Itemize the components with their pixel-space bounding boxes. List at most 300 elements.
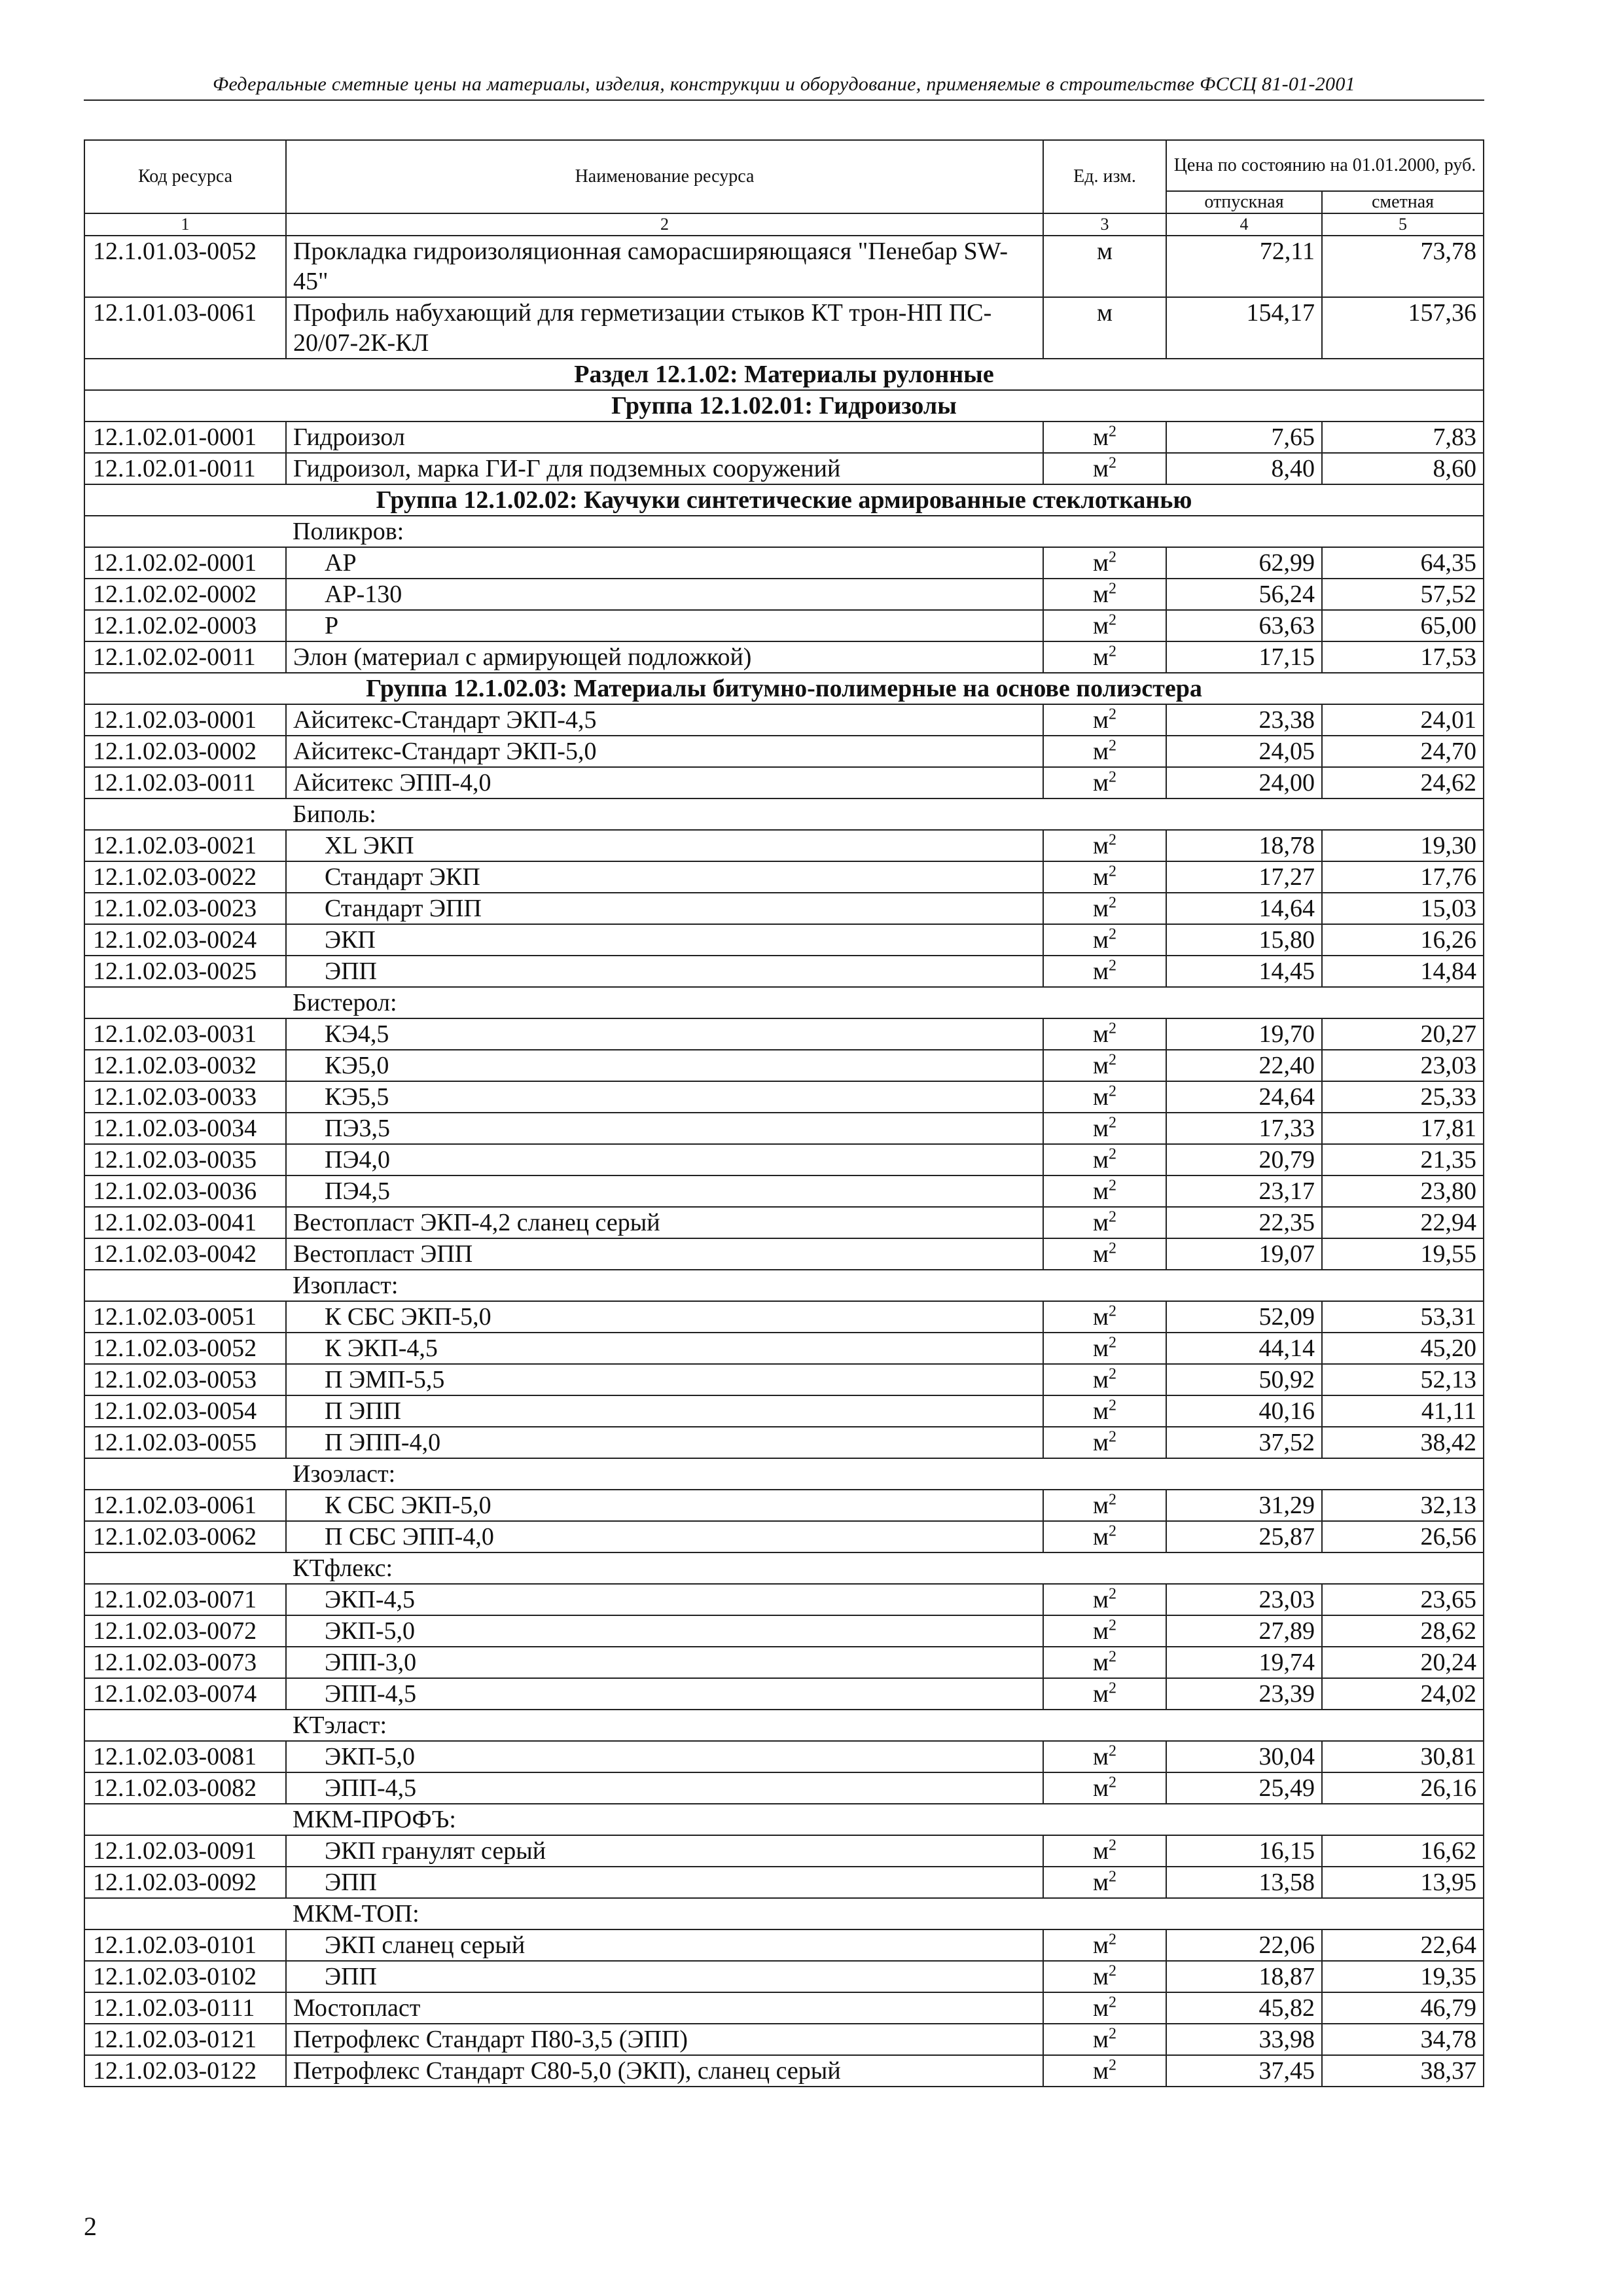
unit-cell <box>1043 547 1166 579</box>
table-row <box>84 1301 1484 1333</box>
subgroup-spacer <box>84 516 286 547</box>
group-heading <box>84 390 1484 422</box>
header-estimate: сметная <box>1322 191 1484 213</box>
estimate-price: 8,60 <box>1322 453 1484 484</box>
unit: м <box>1092 581 1109 609</box>
release-price: 14,45 <box>1166 956 1322 987</box>
resource-name: ПЭ4,5 <box>325 1177 391 1206</box>
unit-cell <box>1043 1835 1166 1867</box>
unit-exponent: 2 <box>1109 643 1117 660</box>
resource-name-cell <box>286 830 1043 861</box>
unit-cell <box>1043 1238 1166 1270</box>
release-price: 37,52 <box>1166 1427 1322 1458</box>
group-title: Группа 12.1.02.03: Материалы битумно-полимерные на основе полиэстера <box>84 673 1484 704</box>
release-price: 56,24 <box>1166 579 1322 610</box>
unit-cell <box>1043 1050 1166 1081</box>
resource-name: К СБС ЭКП-5,0 <box>325 1303 491 1331</box>
resource-name: Стандарт ЭКП <box>325 863 480 891</box>
unit: м <box>1092 423 1109 452</box>
table-row <box>84 422 1484 453</box>
table-row <box>84 579 1484 610</box>
table-row <box>84 956 1484 987</box>
subgroup-spacer <box>84 1270 286 1301</box>
release-price: 25,87 <box>1166 1521 1322 1552</box>
unit-exponent: 2 <box>1109 1774 1117 1791</box>
unit-cell <box>1043 2024 1166 2055</box>
subgroup-title: Изопласт: <box>286 1270 1484 1301</box>
table-row <box>84 893 1484 924</box>
table-row <box>84 1207 1484 1238</box>
release-price: 25,49 <box>1166 1772 1322 1804</box>
subgroup-spacer <box>84 1458 286 1490</box>
release-price: 52,09 <box>1166 1301 1322 1333</box>
unit-exponent: 2 <box>1109 957 1117 975</box>
subgroup-spacer <box>84 987 286 1018</box>
subgroup-title: Изоэласт: <box>286 1458 1484 1490</box>
unit: м <box>1092 1743 1109 1771</box>
table-body <box>84 236 1484 2087</box>
table-row <box>84 2055 1484 2087</box>
estimate-price: 28,62 <box>1322 1615 1484 1647</box>
estimate-price: 26,16 <box>1322 1772 1484 1804</box>
unit-cell <box>1043 1175 1166 1207</box>
resource-name: XL ЭКП <box>325 832 414 860</box>
release-price: 15,80 <box>1166 924 1322 956</box>
table-row <box>84 704 1484 736</box>
resource-name: Мостопласт <box>293 1994 421 2022</box>
unit-exponent: 2 <box>1109 580 1117 598</box>
resource-name: АР <box>325 549 357 577</box>
resource-code: 12.1.02.03-0036 <box>84 1175 286 1207</box>
unit-cell <box>1043 1207 1166 1238</box>
subgroup-title: Биполь: <box>286 798 1484 830</box>
resource-code: 12.1.02.03-0031 <box>84 1018 286 1050</box>
col-number-5: 5 <box>1322 213 1484 236</box>
resource-name: К ЭКП-4,5 <box>325 1335 438 1363</box>
unit-cell <box>1043 924 1166 956</box>
col-number-4: 4 <box>1166 213 1322 236</box>
release-price: 23,39 <box>1166 1678 1322 1710</box>
resource-name-cell <box>286 1081 1043 1113</box>
resource-name: ЭКП гранулят серый <box>325 1837 546 1865</box>
release-price: 24,64 <box>1166 1081 1322 1113</box>
unit-exponent: 2 <box>1109 1114 1117 1132</box>
estimate-price: 26,56 <box>1322 1521 1484 1552</box>
resource-code: 12.1.02.03-0092 <box>84 1867 286 1898</box>
unit: м <box>1092 769 1109 797</box>
resource-code: 12.1.02.03-0054 <box>84 1395 286 1427</box>
unit: м <box>1092 1052 1109 1080</box>
unit-exponent: 2 <box>1109 1334 1117 1352</box>
resource-name-cell <box>286 1741 1043 1772</box>
release-price: 22,35 <box>1166 1207 1322 1238</box>
resource-name: ЭКП-5,0 <box>325 1743 416 1771</box>
table-row <box>84 547 1484 579</box>
unit-cell <box>1043 1615 1166 1647</box>
resource-code: 12.1.02.03-0042 <box>84 1238 286 1270</box>
estimate-price: 20,24 <box>1322 1647 1484 1678</box>
resource-name: П ЭПП-4,0 <box>325 1429 441 1457</box>
resource-name-cell <box>286 579 1043 610</box>
estimate-price: 14,84 <box>1322 956 1484 987</box>
subgroup-title: МКМ-ПРОФЪ: <box>286 1804 1484 1835</box>
resource-name: КЭ5,0 <box>325 1052 389 1080</box>
estimate-price: 23,03 <box>1322 1050 1484 1081</box>
unit-cell <box>1043 1364 1166 1395</box>
unit-exponent: 2 <box>1109 1020 1117 1037</box>
resource-name-cell <box>286 2055 1043 2087</box>
unit: м <box>1092 1335 1109 1363</box>
unit: м <box>1092 2026 1109 2054</box>
table-row <box>84 1395 1484 1427</box>
unit: м <box>1092 1115 1109 1143</box>
unit-exponent: 2 <box>1109 894 1117 912</box>
table-row <box>84 453 1484 484</box>
resource-code: 12.1.02.03-0091 <box>84 1835 286 1867</box>
unit: м <box>1092 2057 1109 2085</box>
section-heading <box>84 359 1484 390</box>
estimate-price: 17,53 <box>1322 641 1484 673</box>
unit: м <box>1092 1209 1109 1237</box>
subgroup-spacer <box>84 1804 286 1835</box>
resource-code: 12.1.02.03-0051 <box>84 1301 286 1333</box>
resource-name-cell <box>286 861 1043 893</box>
unit-cell <box>1043 1584 1166 1615</box>
release-price: 18,78 <box>1166 830 1322 861</box>
resource-name-cell <box>286 1490 1043 1521</box>
resource-code: 12.1.02.03-0034 <box>84 1113 286 1144</box>
table-row <box>84 1867 1484 1898</box>
unit-exponent: 2 <box>1109 768 1117 786</box>
price-table <box>84 139 1484 2087</box>
unit: м <box>1092 612 1109 640</box>
unit-exponent: 2 <box>1109 1962 1117 1980</box>
subgroup-title: Бистерол: <box>286 987 1484 1018</box>
resource-name: Элон (материал с армирующей подложкой) <box>293 643 752 672</box>
resource-name: Гидроизол <box>293 423 405 452</box>
release-price: 19,07 <box>1166 1238 1322 1270</box>
unit-exponent: 2 <box>1109 423 1117 440</box>
release-price: 33,98 <box>1166 2024 1322 2055</box>
unit: м <box>1092 1146 1109 1174</box>
resource-name: К СБС ЭКП-5,0 <box>325 1492 491 1520</box>
unit: м <box>1092 832 1109 860</box>
resource-name-cell <box>286 1395 1043 1427</box>
resource-name: ЭКП-5,0 <box>325 1617 416 1645</box>
resource-name-cell <box>286 1961 1043 1992</box>
release-price: 62,99 <box>1166 547 1322 579</box>
table-row <box>84 830 1484 861</box>
resource-code: 12.1.02.03-0041 <box>84 1207 286 1238</box>
unit: м <box>1092 1492 1109 1520</box>
resource-code: 12.1.02.03-0111 <box>84 1992 286 2024</box>
unit: м <box>1092 1931 1109 1960</box>
unit: м <box>1092 455 1109 483</box>
release-price: 17,33 <box>1166 1113 1322 1144</box>
resource-name: Петрофлекс Стандарт П80-3,5 (ЭПП) <box>293 2026 688 2054</box>
resource-name-cell <box>286 704 1043 736</box>
resource-name-cell <box>286 547 1043 579</box>
table-row <box>84 1961 1484 1992</box>
unit-cell <box>1043 1741 1166 1772</box>
unit: м <box>1092 1303 1109 1331</box>
resource-name-cell <box>286 1427 1043 1458</box>
resource-name-cell <box>286 1238 1043 1270</box>
resource-name: Айситекс-Стандарт ЭКП-5,0 <box>293 738 597 766</box>
table-row <box>84 767 1484 798</box>
unit-exponent: 2 <box>1109 1522 1117 1540</box>
unit-exponent: 2 <box>1109 611 1117 629</box>
resource-code: 12.1.02.03-0011 <box>84 767 286 798</box>
unit: м <box>1092 1774 1109 1803</box>
unit-exponent: 2 <box>1109 548 1117 566</box>
unit-exponent: 2 <box>1109 1868 1117 1886</box>
unit-exponent: 2 <box>1109 2025 1117 2043</box>
resource-code: 12.1.02.03-0001 <box>84 704 286 736</box>
table-row <box>84 1584 1484 1615</box>
resource-name-cell <box>286 1521 1043 1552</box>
subgroup-heading <box>84 1458 1484 1490</box>
resource-name: Петрофлекс Стандарт С80-5,0 (ЭКП), сланец серый <box>293 2057 841 2085</box>
unit: м <box>1092 1869 1109 1897</box>
resource-name: АР-130 <box>325 581 402 609</box>
estimate-price: 22,94 <box>1322 1207 1484 1238</box>
resource-name-cell <box>286 736 1043 767</box>
table-row <box>84 1992 1484 2024</box>
table-row <box>84 1521 1484 1552</box>
resource-name: ЭКП <box>325 926 376 954</box>
resource-code: 12.1.02.03-0121 <box>84 2024 286 2055</box>
group-heading <box>84 484 1484 516</box>
table-row <box>84 1238 1484 1270</box>
table-row <box>84 1081 1484 1113</box>
resource-name-cell <box>286 297 1043 359</box>
release-price: 24,00 <box>1166 767 1322 798</box>
unit: м <box>1092 1429 1109 1457</box>
group-title: Группа 12.1.02.02: Каучуки синтетические армированные стеклотканью <box>84 484 1484 516</box>
col-number-3: 3 <box>1043 213 1166 236</box>
unit-cell <box>1043 704 1166 736</box>
unit-cell <box>1043 956 1166 987</box>
release-price: 40,16 <box>1166 1395 1322 1427</box>
estimate-price: 23,80 <box>1322 1175 1484 1207</box>
table-row <box>84 1113 1484 1144</box>
unit-cell <box>1043 1333 1166 1364</box>
estimate-price: 41,11 <box>1322 1395 1484 1427</box>
release-price: 20,79 <box>1166 1144 1322 1175</box>
resource-name-cell <box>286 893 1043 924</box>
unit-cell <box>1043 579 1166 610</box>
unit-cell <box>1043 1678 1166 1710</box>
col-number-1: 1 <box>84 213 286 236</box>
unit-exponent: 2 <box>1109 706 1117 723</box>
resource-name: КЭ4,5 <box>325 1020 389 1049</box>
unit: м <box>1092 926 1109 954</box>
table-row <box>84 1678 1484 1710</box>
unit: м <box>1092 1177 1109 1206</box>
unit-exponent: 2 <box>1109 1994 1117 2011</box>
estimate-price: 64,35 <box>1322 547 1484 579</box>
release-price: 23,17 <box>1166 1175 1322 1207</box>
unit-exponent: 2 <box>1109 1302 1117 1320</box>
header-unit: Ед. изм. <box>1043 140 1166 213</box>
estimate-price: 52,13 <box>1322 1364 1484 1395</box>
estimate-price: 53,31 <box>1322 1301 1484 1333</box>
table-row <box>84 1175 1484 1207</box>
resource-code: 12.1.02.03-0052 <box>84 1333 286 1364</box>
unit: м <box>1092 863 1109 891</box>
unit-exponent: 2 <box>1109 1585 1117 1603</box>
table-row <box>84 236 1484 297</box>
resource-code: 12.1.02.02-0001 <box>84 547 286 579</box>
estimate-price: 34,78 <box>1322 2024 1484 2055</box>
resource-code: 12.1.02.02-0003 <box>84 610 286 641</box>
unit-exponent: 2 <box>1109 1742 1117 1760</box>
unit: м <box>1092 1617 1109 1645</box>
estimate-price: 17,76 <box>1322 861 1484 893</box>
resource-code: 12.1.02.03-0053 <box>84 1364 286 1395</box>
unit: м <box>1092 738 1109 766</box>
resource-name-cell <box>286 2024 1043 2055</box>
resource-name-cell <box>286 1929 1043 1961</box>
subgroup-title: КТэласт: <box>286 1710 1484 1741</box>
release-price: 19,70 <box>1166 1018 1322 1050</box>
resource-name-cell <box>286 1615 1043 1647</box>
table-row <box>84 1364 1484 1395</box>
subgroup-spacer <box>84 1710 286 1741</box>
unit-cell <box>1043 610 1166 641</box>
resource-code: 12.1.02.03-0081 <box>84 1741 286 1772</box>
running-header: Федеральные сметные цены на материалы, изделия, конструкции и оборудование, применяемые в строительстве ФССЦ 81-01-2001 <box>84 73 1484 101</box>
unit-cell <box>1043 1144 1166 1175</box>
unit-cell <box>1043 1521 1166 1552</box>
resource-name: ПЭ4,0 <box>325 1146 391 1174</box>
unit-cell <box>1043 1772 1166 1804</box>
unit: м <box>1092 1523 1109 1551</box>
resource-name-cell <box>286 1584 1043 1615</box>
unit-exponent: 2 <box>1109 2056 1117 2074</box>
resource-name-cell <box>286 1772 1043 1804</box>
estimate-price: 38,37 <box>1322 2055 1484 2087</box>
section-title: Раздел 12.1.02: Материалы рулонные <box>84 359 1484 390</box>
resource-code: 12.1.02.03-0062 <box>84 1521 286 1552</box>
release-price: 14,64 <box>1166 893 1322 924</box>
resource-code: 12.1.02.02-0011 <box>84 641 286 673</box>
unit: м <box>1096 299 1113 327</box>
subgroup-title: Поликров: <box>286 516 1484 547</box>
estimate-price: 157,36 <box>1322 297 1484 359</box>
unit-cell <box>1043 861 1166 893</box>
unit-cell <box>1043 1301 1166 1333</box>
release-price: 45,82 <box>1166 1992 1322 2024</box>
table-row <box>84 1333 1484 1364</box>
unit-exponent: 2 <box>1109 831 1117 849</box>
resource-name: ЭПП-4,5 <box>325 1680 417 1708</box>
unit-exponent: 2 <box>1109 1837 1117 1854</box>
subgroup-heading <box>84 1804 1484 1835</box>
unit: м <box>1092 1586 1109 1614</box>
release-price: 18,87 <box>1166 1961 1322 1992</box>
subgroup-heading <box>84 1898 1484 1929</box>
table-row <box>84 861 1484 893</box>
unit-exponent: 2 <box>1109 1617 1117 1634</box>
estimate-price: 24,62 <box>1322 767 1484 798</box>
resource-code: 12.1.01.03-0061 <box>84 297 286 359</box>
estimate-price: 24,70 <box>1322 736 1484 767</box>
resource-name-cell <box>286 236 1043 297</box>
unit: м <box>1092 1240 1109 1268</box>
estimate-price: 30,81 <box>1322 1741 1484 1772</box>
estimate-price: 65,00 <box>1322 610 1484 641</box>
release-price: 13,58 <box>1166 1867 1322 1898</box>
unit-exponent: 2 <box>1109 925 1117 943</box>
resource-name: Стандарт ЭПП <box>325 895 482 923</box>
table-row <box>84 1018 1484 1050</box>
subgroup-spacer <box>84 1552 286 1584</box>
estimate-price: 16,26 <box>1322 924 1484 956</box>
resource-name-cell <box>286 1050 1043 1081</box>
resource-name: КЭ5,5 <box>325 1083 389 1111</box>
resource-name-cell <box>286 1835 1043 1867</box>
release-price: 63,63 <box>1166 610 1322 641</box>
unit-cell <box>1043 1113 1166 1144</box>
release-price: 19,74 <box>1166 1647 1322 1678</box>
unit: м <box>1092 1994 1109 2022</box>
unit-exponent: 2 <box>1109 1428 1117 1446</box>
resource-name: ЭКП сланец серый <box>325 1931 526 1960</box>
resource-name: ЭПП <box>325 1869 377 1897</box>
estimate-price: 21,35 <box>1322 1144 1484 1175</box>
subgroup-title: МКМ-ТОП: <box>286 1898 1484 1929</box>
estimate-price: 20,27 <box>1322 1018 1484 1050</box>
resource-code: 12.1.02.03-0071 <box>84 1584 286 1615</box>
unit: м <box>1092 706 1109 734</box>
unit-exponent: 2 <box>1109 1365 1117 1383</box>
unit: м <box>1092 1680 1109 1708</box>
estimate-price: 15,03 <box>1322 893 1484 924</box>
estimate-price: 32,13 <box>1322 1490 1484 1521</box>
release-price: 23,38 <box>1166 704 1322 736</box>
resource-name: Прокладка гидроизоляционная саморасширяющаяся "Пенебар SW-45" <box>293 238 1008 296</box>
unit: м <box>1092 1397 1109 1426</box>
header-release: отпускная <box>1166 191 1322 213</box>
resource-code: 12.1.02.03-0082 <box>84 1772 286 1804</box>
unit-cell <box>1043 1081 1166 1113</box>
resource-code: 12.1.02.03-0024 <box>84 924 286 956</box>
estimate-price: 19,30 <box>1322 830 1484 861</box>
unit: м <box>1092 1366 1109 1394</box>
resource-name: П ЭПП <box>325 1397 401 1426</box>
unit-exponent: 2 <box>1109 1145 1117 1163</box>
subgroup-title: КТфлекс: <box>286 1552 1484 1584</box>
resource-code: 12.1.02.03-0032 <box>84 1050 286 1081</box>
unit-exponent: 2 <box>1109 863 1117 880</box>
unit-cell <box>1043 641 1166 673</box>
unit-cell <box>1043 297 1166 359</box>
release-price: 17,27 <box>1166 861 1322 893</box>
resource-name-cell <box>286 1364 1043 1395</box>
estimate-price: 17,81 <box>1322 1113 1484 1144</box>
resource-code: 12.1.02.01-0011 <box>84 453 286 484</box>
estimate-price: 13,95 <box>1322 1867 1484 1898</box>
estimate-price: 73,78 <box>1322 236 1484 297</box>
unit: м <box>1092 895 1109 923</box>
resource-name-cell <box>286 1333 1043 1364</box>
subgroup-heading <box>84 516 1484 547</box>
table-row <box>84 1929 1484 1961</box>
resource-name: ЭКП-4,5 <box>325 1586 416 1614</box>
table-row <box>84 1647 1484 1678</box>
